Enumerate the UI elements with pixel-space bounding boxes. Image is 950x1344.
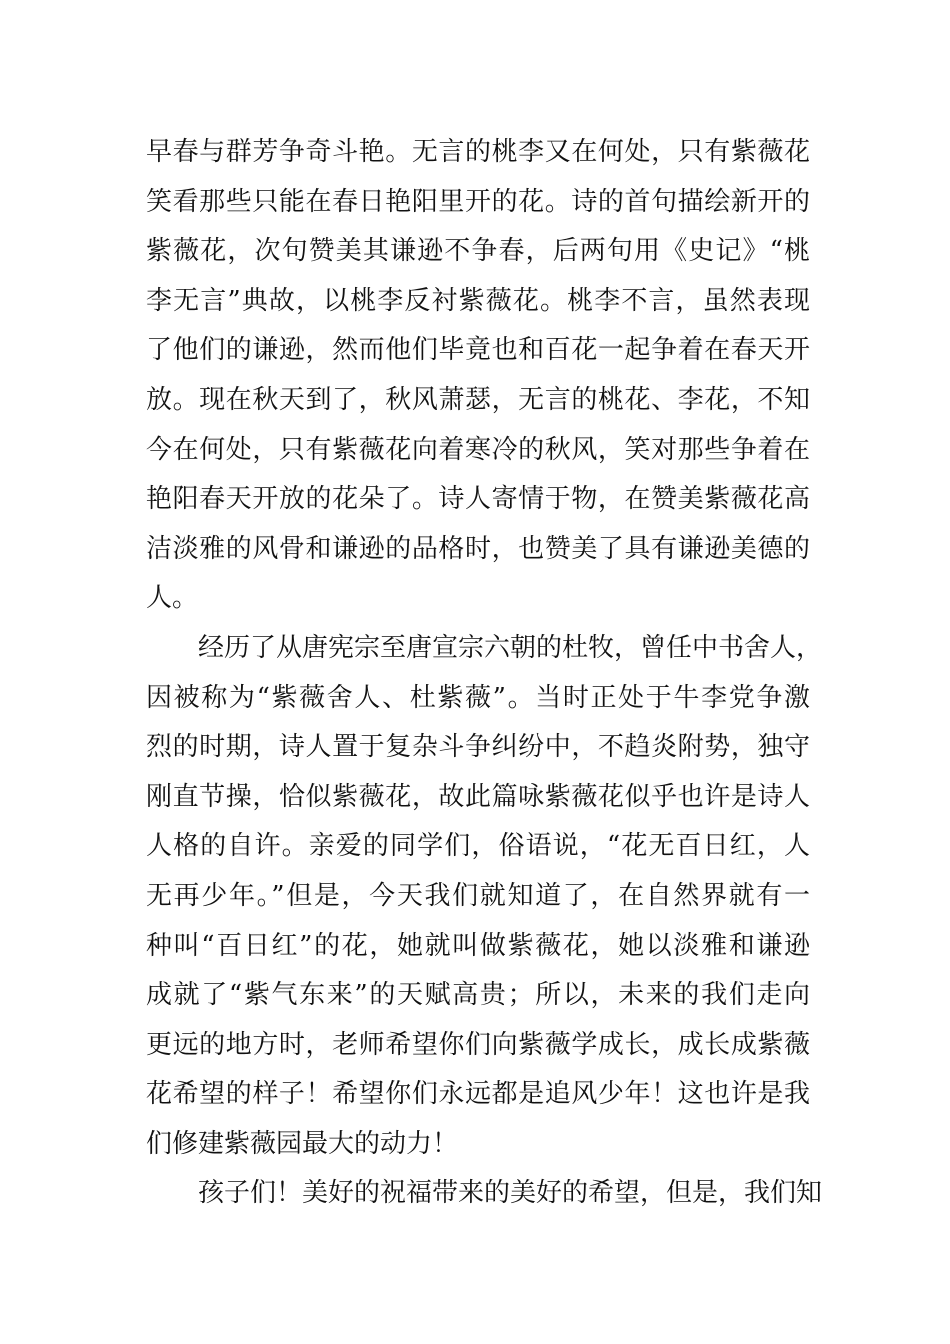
paragraph-2: [146, 624, 823, 1170]
text-line: 因被称为“紫薇舍人、杜紫薇”。当时正处于牛李党争激: [146, 682, 810, 713]
text-line: 烈的时期，诗人置于复杂斗争纠纷中，不趋炎附势，独守: [146, 732, 810, 763]
text-line: 紫薇花，次句赞美其谦逊不争春，后两句用《史记》“桃: [146, 236, 810, 267]
text-line: 洁淡雅的风骨和谦逊的品格时，也赞美了具有谦逊美德的: [146, 533, 810, 564]
text-line: 人格的自许。亲爱的同学们，俗语说，“花无百日红，人: [146, 831, 810, 862]
text-line: 成就了“紫气东来”的天赋高贵；所以，未来的我们走向: [146, 980, 810, 1011]
text-line: 种叫“百日红”的花，她就叫做紫薇花，她以淡雅和谦逊: [146, 930, 810, 961]
text-line: 李无言”典故，以桃李反衬紫薇花。桃李不言，虽然表现: [146, 285, 810, 316]
document-body: [146, 128, 823, 1219]
text-line: 了他们的谦逊，然而他们毕竟也和百花一起争着在春天开: [146, 335, 810, 366]
text-line: 经历了从唐宪宗至唐宣宗六朝的杜牧，曾任中书舍人，: [146, 632, 823, 663]
text-line: 今在何处，只有紫薇花向着寒冷的秋风，笑对那些争着在: [146, 434, 810, 465]
text-line: 更远的地方时，老师希望你们向紫薇学成长，成长成紫薇: [146, 1029, 810, 1060]
paragraph-3: [146, 1169, 823, 1219]
text-line: 艳阳春天开放的花朵了。诗人寄情于物，在赞美紫薇花高: [146, 484, 810, 515]
text-line: 们修建紫薇园最大的动力！: [146, 1128, 459, 1159]
text-line: 孩子们！美好的祝福带来的美好的希望，但是，我们知: [146, 1178, 823, 1209]
text-line: 无再少年。”但是，今天我们就知道了，在自然界就有一: [146, 880, 810, 911]
text-line: 刚直节操，恰似紫薇花，故此篇咏紫薇花似乎也许是诗人: [146, 781, 810, 812]
text-line: 早春与群芳争奇斗艳。无言的桃李又在何处，只有紫薇花: [146, 137, 810, 167]
text-line: 人。: [146, 583, 199, 614]
paragraph-1: [146, 128, 810, 624]
text-line: 笑看那些只能在春日艳阳里开的花。诗的首句描绘新开的: [146, 186, 810, 217]
text-line: 放。现在秋天到了，秋风萧瑟，无言的桃花、李花，不知: [146, 384, 810, 415]
text-line: 花希望的样子！希望你们永远都是追风少年！这也许是我: [146, 1079, 810, 1110]
